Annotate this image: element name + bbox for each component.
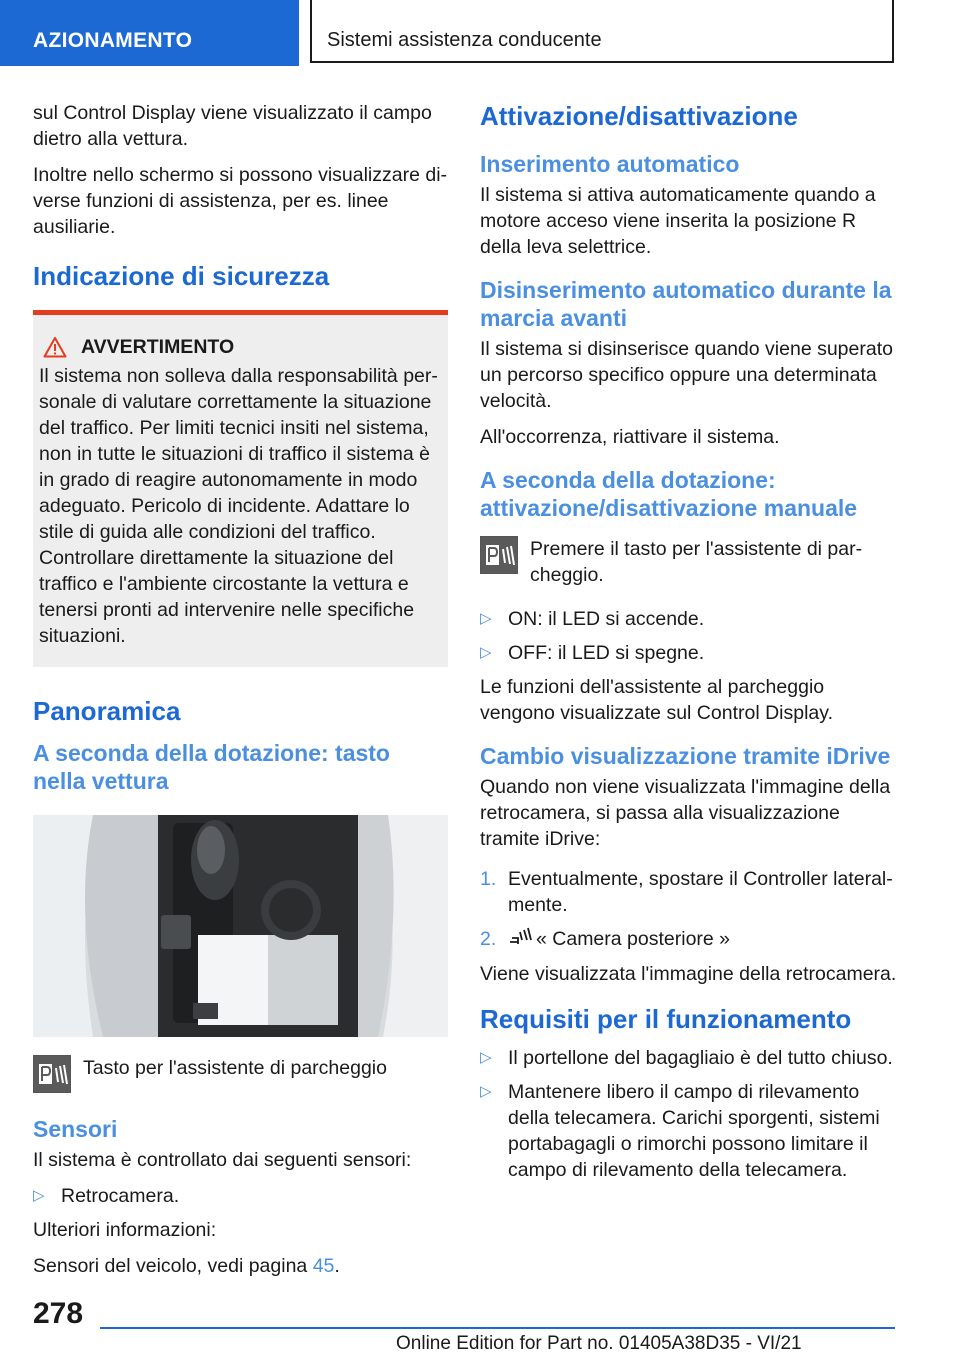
list-item <box>480 640 898 666</box>
sensors-intro: Il sistema è controllato dai seguenti sensori: <box>33 1149 412 1171</box>
auto-on-heading: Inserimento automatico <box>480 151 740 177</box>
sensor-reference-text: Sensori del veicolo, vedi pagina <box>33 1255 313 1277</box>
activation-heading: Attivazione/disattivazione <box>480 101 798 131</box>
intro-paragraph-2: Inoltre nello schermo si possono visualizzare diverse funzioni di assistenza, per es. linee ausiliarie. <box>33 164 448 238</box>
edition-label: Online Edition for Part no. 01405A38D35 - VI/21 <box>396 1333 802 1354</box>
requirements-list <box>480 1045 898 1183</box>
button-caption: Tasto per l'assistente di parcheggio <box>83 1057 387 1079</box>
safety-heading: Indicazione di sicurezza <box>33 261 330 291</box>
header-chapter-tab <box>310 0 894 63</box>
triangle-bullet-icon: ▷ <box>480 610 492 627</box>
warning-triangle-icon <box>43 336 67 358</box>
step-text: « Camera posteriore » <box>536 928 731 950</box>
sensor-reference-end: . <box>334 1255 340 1277</box>
list-item <box>480 926 898 953</box>
parking-assistant-button-icon <box>480 536 518 574</box>
header-section-tab <box>0 0 299 66</box>
more-info-label: Ulteriori informazioni: <box>33 1219 217 1241</box>
warning-text: Il sistema non solleva dalla responsabilità personale di valutare correttamente la situazione del traffico. Per limiti tecnici insiti nel sistema, non in tutte le situazioni di traffico il sistema è in grado di reagire autonomamente in modo adeguato. Pericolo di incidente. Adattare lo stile di guida alle condizioni del traffico. Controllare direttamente la situazione del traffico e l'ambiente circostante la vettura e tenersi pronti ad intervenire nelle specifiche situazioni. <box>39 365 438 647</box>
triangle-bullet-icon: ▷ <box>480 1083 492 1101</box>
header-chapter-label: Sistemi assistenza conducente <box>327 29 602 51</box>
sensor-reference <box>33 1253 448 1279</box>
auto-off-text: Il sistema si disinserisce quando viene superato un percorso specifico oppure una determinata velocità. <box>480 338 893 412</box>
step-number: 2. <box>480 928 497 950</box>
auto-off-text-2: All'occorrenza, riattivare il sistema. <box>480 426 780 448</box>
list-item-text: ON: il LED si accende. <box>508 608 705 630</box>
sensors-list <box>33 1183 448 1209</box>
list-item-text: OFF: il LED si spegne. <box>508 642 705 664</box>
intro-paragraph-1: sul Control Display viene visualizzato il campo dietro alla vettura. <box>33 102 432 150</box>
warning-title-row <box>39 335 448 359</box>
manual-note: Le funzioni dell'assistente al parcheggio vengono visualizzate sul Control Display. <box>480 676 833 724</box>
triangle-bullet-icon: ▷ <box>480 1049 492 1067</box>
sensors-heading: Sensori <box>33 1116 118 1142</box>
list-item <box>480 606 898 632</box>
idrive-heading: Cambio visualizzazione tramite iDrive <box>480 743 891 769</box>
requirements-heading: Requisiti per il funzionamento <box>480 1004 852 1035</box>
right-column <box>480 100 898 1191</box>
footer-divider <box>100 1327 895 1329</box>
auto-on-text: Il sistema si attiva automaticamente quando a motore acceso viene inserita la posizione R della leva selettrice. <box>480 184 876 258</box>
button-caption-row <box>33 1055 448 1093</box>
idrive-steps <box>480 866 898 953</box>
header-section-label: AZIONAMENTO <box>33 29 193 52</box>
idrive-text: Quando non viene visualizzata l'immagine della retrocamera, si passa alla visualizzazione tramite iDrive: <box>480 776 891 850</box>
warning-title: AVVERTIMENTO <box>81 336 235 358</box>
list-item <box>480 1045 898 1071</box>
center-console-photo <box>33 815 448 1037</box>
list-item <box>480 1079 898 1183</box>
left-column <box>33 100 448 1289</box>
step-number: 1. <box>480 868 497 890</box>
list-item <box>480 866 898 918</box>
parking-assistant-button-icon <box>33 1055 71 1093</box>
manual-heading: A seconda della dotazione: attivazione/disattivazione manuale <box>480 467 858 521</box>
sensor-page-link[interactable]: 45 <box>312 1255 335 1277</box>
warning-box <box>33 310 448 667</box>
manual-instruction: Premere il tasto per l'assistente di parcheggio. <box>530 538 863 586</box>
list-item-text: Il portellone del bagagliaio è del tutto chiuso. <box>508 1047 893 1070</box>
step-text: Eventualmente, spostare il Controller lateralmente. <box>508 868 893 916</box>
manual-instruction-row <box>480 536 898 588</box>
triangle-bullet-icon: ▷ <box>33 1187 45 1204</box>
idrive-result: Viene visualizzata l'immagine della retrocamera. <box>480 963 897 986</box>
button-heading: A seconda della dotazione: tasto nella vettura <box>33 740 390 794</box>
overview-heading: Panoramica <box>33 696 181 726</box>
list-item <box>33 1183 448 1209</box>
list-item-text: Retrocamera. <box>61 1185 180 1207</box>
triangle-bullet-icon: ▷ <box>480 644 492 661</box>
list-item-text: Mantenere libero il campo di rilevamento della telecamera. Carichi sporgenti, sistemi portabagagli o rimorchi possono limitare il campo di rilevamento della telecamera. <box>508 1081 880 1182</box>
rear-camera-icon <box>508 926 536 953</box>
manual-list <box>480 606 898 666</box>
page-number: 278 <box>33 1297 84 1330</box>
auto-off-heading: Disinserimento automatico durante la marcia avanti <box>480 277 892 331</box>
